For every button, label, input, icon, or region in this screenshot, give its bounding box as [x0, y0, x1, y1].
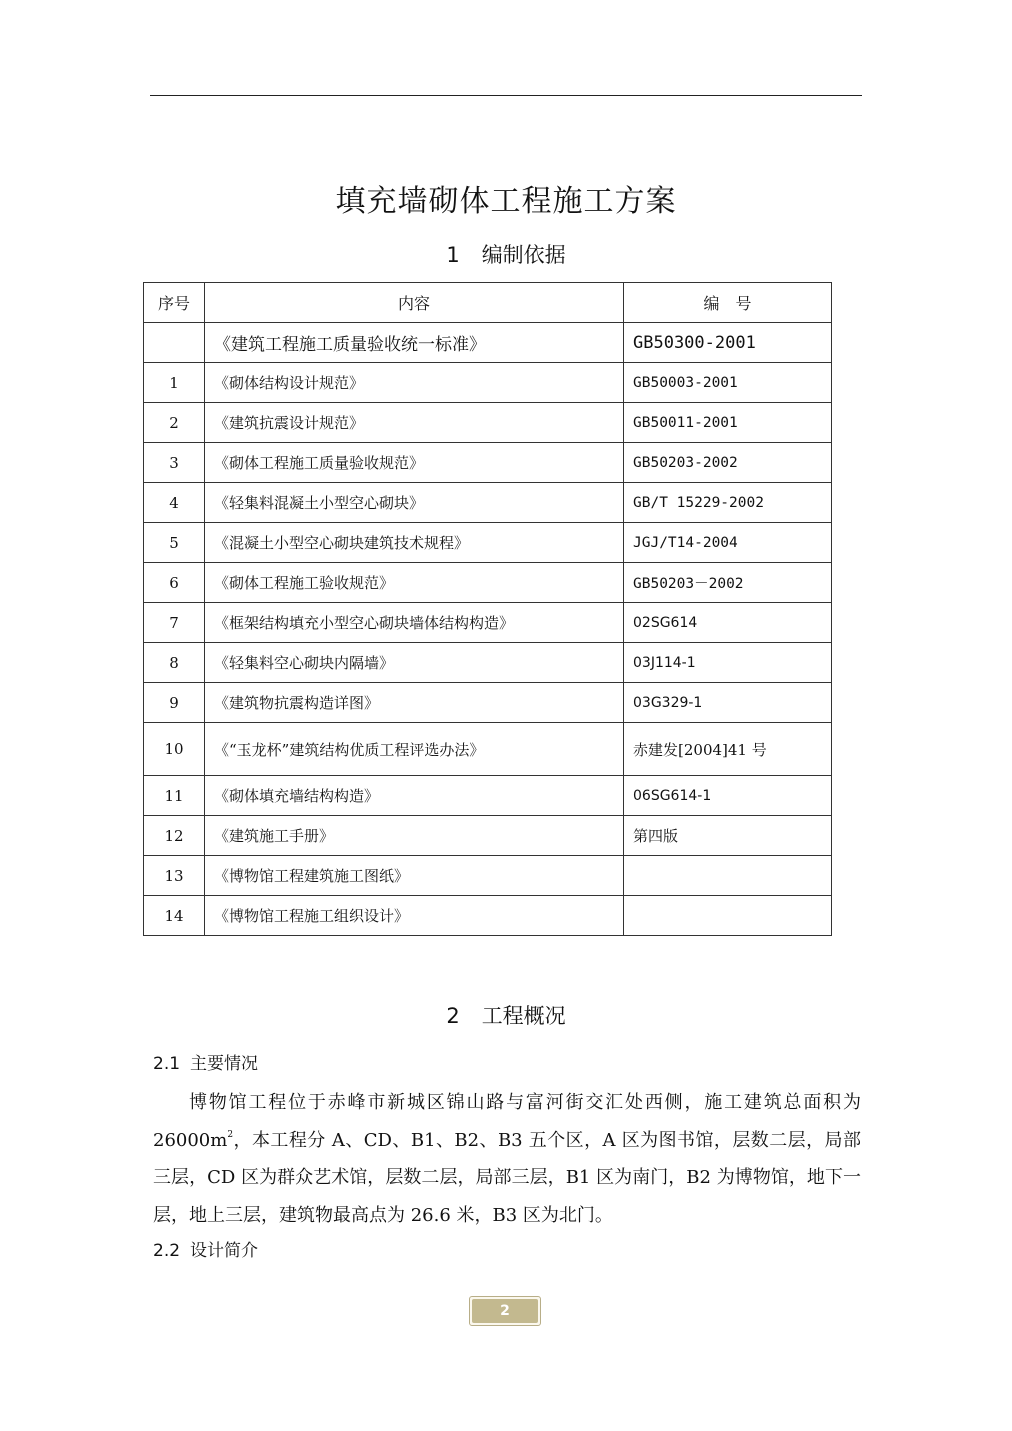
table-row — [144, 403, 832, 443]
row-seq: 2 — [144, 403, 205, 443]
subsection-2-2-number: 2.2 — [153, 1241, 181, 1261]
row-code: 03G329-1 — [624, 683, 832, 723]
subsection-2-1-heading — [153, 1052, 258, 1076]
section-2-number: 2 — [446, 1004, 460, 1028]
header-code: 编 号 — [624, 283, 832, 323]
row-code: GB50203-2002 — [624, 443, 832, 483]
row-content: 《博物馆工程建筑施工图纸》 — [205, 856, 624, 896]
overview-text-part1: 博物馆工程位于赤峰市新城区锦山路与富河街交汇处西侧，施工建筑总面积为 26000m — [153, 1092, 861, 1151]
row-content: 《建筑抗震设计规范》 — [205, 403, 624, 443]
row-code: GB/T 15229-2002 — [624, 483, 832, 523]
row-code: 06SG614-1 — [624, 776, 832, 816]
row-code: 03J114-1 — [624, 643, 832, 683]
row-seq: 3 — [144, 443, 205, 483]
section-2-title: 工程概况 — [481, 1004, 566, 1028]
subsection-2-1-number: 2.1 — [153, 1054, 181, 1074]
table-header-row — [144, 283, 832, 323]
row-content: 《“玉龙杯”建筑结构优质工程评选办法》 — [205, 723, 624, 776]
header-seq: 序号 — [144, 283, 205, 323]
row-seq: 7 — [144, 603, 205, 643]
table-row — [144, 523, 832, 563]
row-seq: 6 — [144, 563, 205, 603]
row-code: GB50203－2002 — [624, 563, 832, 603]
row-code: 第四版 — [624, 816, 832, 856]
subsection-2-1-title: 主要情况 — [190, 1054, 259, 1074]
row-content: 《混凝土小型空心砌块建筑技术规程》 — [205, 523, 624, 563]
row-seq: 5 — [144, 523, 205, 563]
row-code: 赤建发[2004]41 号 — [624, 723, 832, 776]
overview-paragraph — [153, 1084, 861, 1234]
row-content: 《建筑物抗震构造详图》 — [205, 683, 624, 723]
section-2-heading — [0, 1001, 1012, 1031]
row-code: GB50011-2001 — [624, 403, 832, 443]
row-seq — [144, 323, 205, 363]
section-1-heading — [0, 240, 1012, 270]
row-code: GB50300-2001 — [624, 323, 832, 363]
row-content: 《砌体填充墙结构构造》 — [205, 776, 624, 816]
table-row — [144, 816, 832, 856]
row-seq: 9 — [144, 683, 205, 723]
row-seq: 10 — [144, 723, 205, 776]
overview-text-part2: ，本工程分 A、CD、B1、B2、B3 五个区，A 区为图书馆，层数二层，局部三层，CD 区为群众艺术馆，层数二层，局部三层，B1 区为南门，B2 为博物馆，地下一层，地上三层，建筑物最高点为 26.6 米，B3 区为北门。 — [153, 1129, 861, 1226]
table-row — [144, 856, 832, 896]
table-row — [144, 563, 832, 603]
row-code — [624, 856, 832, 896]
row-seq: 8 — [144, 643, 205, 683]
row-seq: 13 — [144, 856, 205, 896]
subsection-2-2-title: 设计简介 — [190, 1241, 259, 1261]
table-row — [144, 363, 832, 403]
row-seq: 12 — [144, 816, 205, 856]
table-row — [144, 896, 832, 936]
section-1-number: 1 — [446, 243, 460, 267]
table-row — [144, 483, 832, 523]
table-row — [144, 683, 832, 723]
row-seq: 14 — [144, 896, 205, 936]
table-row — [144, 323, 832, 363]
row-content: 《框架结构填充小型空心砌块墙体结构构造》 — [205, 603, 624, 643]
row-code: 02SG614 — [624, 603, 832, 643]
table-row — [144, 603, 832, 643]
row-seq: 11 — [144, 776, 205, 816]
table-row — [144, 443, 832, 483]
area-superscript: 2 — [227, 1129, 234, 1140]
row-code: JGJ/T14-2004 — [624, 523, 832, 563]
row-seq: 4 — [144, 483, 205, 523]
row-content: 《博物馆工程施工组织设计》 — [205, 896, 624, 936]
subsection-2-2-heading — [153, 1239, 258, 1263]
row-code — [624, 896, 832, 936]
row-content: 《砌体结构设计规范》 — [205, 363, 624, 403]
section-1-title: 编制依据 — [481, 243, 566, 267]
table-row — [144, 776, 832, 816]
header-content: 内容 — [205, 283, 624, 323]
row-content: 《轻集料空心砌块内隔墙》 — [205, 643, 624, 683]
row-seq: 1 — [144, 363, 205, 403]
header-rule — [150, 95, 862, 96]
row-code: GB50003-2001 — [624, 363, 832, 403]
row-content: 《砌体工程施工验收规范》 — [205, 563, 624, 603]
table-row — [144, 643, 832, 683]
row-content: 《建筑工程施工质量验收统一标准》 — [205, 323, 624, 363]
page-number: 2 — [472, 1299, 538, 1323]
page-number-badge — [469, 1296, 541, 1326]
row-content: 《砌体工程施工质量验收规范》 — [205, 443, 624, 483]
row-content: 《轻集料混凝土小型空心砌块》 — [205, 483, 624, 523]
basis-table — [143, 282, 832, 936]
row-content: 《建筑施工手册》 — [205, 816, 624, 856]
document-title: 填充墙砌体工程施工方案 — [335, 184, 677, 219]
table-row — [144, 723, 832, 776]
